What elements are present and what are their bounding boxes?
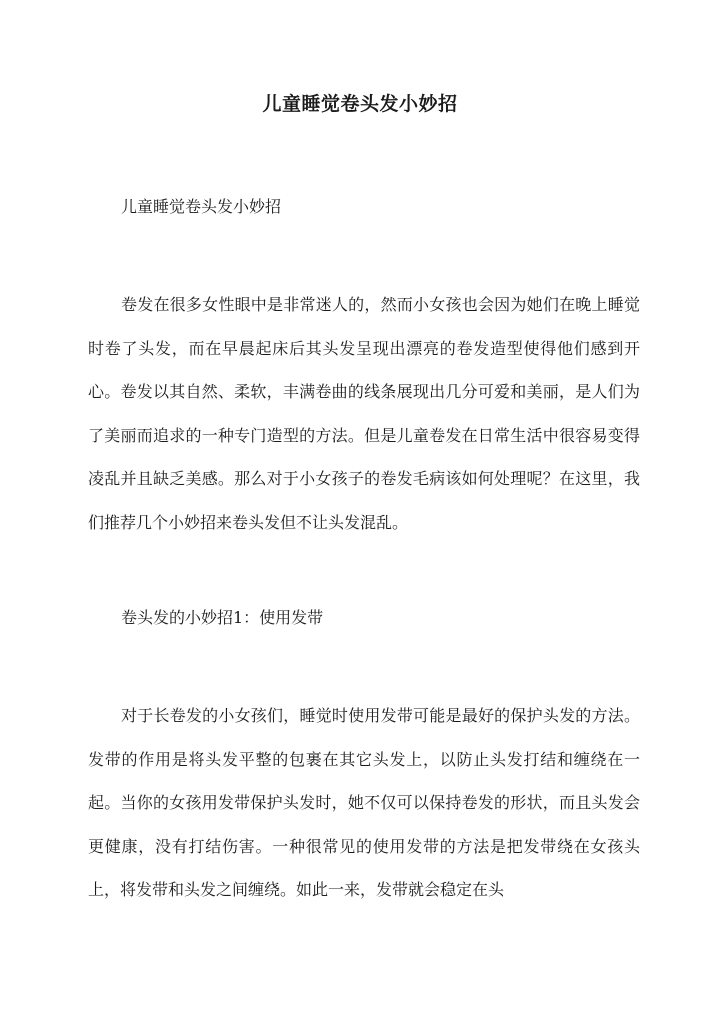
paragraph-tip1: 对于长卷发的小女孩们，睡觉时使用发带可能是最好的保护头发的方法。发带的作用是将头发平整的包裹在其它头发上，以防止头发打结和缠绕在一起。当你的女孩用发带保护头发时，她不仅可以保持卷发的形状，而且头发会更健康，没有打结伤害。一种很常见的使用发带的方法是把发带绕在女孩头上，将发带和头发之间缠绕。如此一来，发带就会稳定在头 <box>88 706 640 899</box>
paragraph-intro: 卷发在很多女性眼中是非常迷人的，然而小女孩也会因为她们在晚上睡觉时卷了头发，而在早晨起床后其头发呈现出漂亮的卷发造型使得他们感到开心。卷发以其自然、柔软，丰满卷曲的线条展现出几分可爱和美丽，是人们为了美丽而追求的一种专门造型的方法。但是儿童卷发在日常生活中很容易变得凌乱并且缺乏美感。那么对于小女孩子的卷发毛病该如何处理呢？在这里，我们推荐几个小妙招来卷头发但不让头发混乱。 <box>88 295 640 532</box>
page-title: 儿童睡觉卷头发小妙招 <box>262 93 458 115</box>
document-subtitle: 儿童睡觉卷头发小妙招 <box>121 197 282 216</box>
section-heading-tip1: 卷头发的小妙招1：使用发带 <box>121 608 324 627</box>
